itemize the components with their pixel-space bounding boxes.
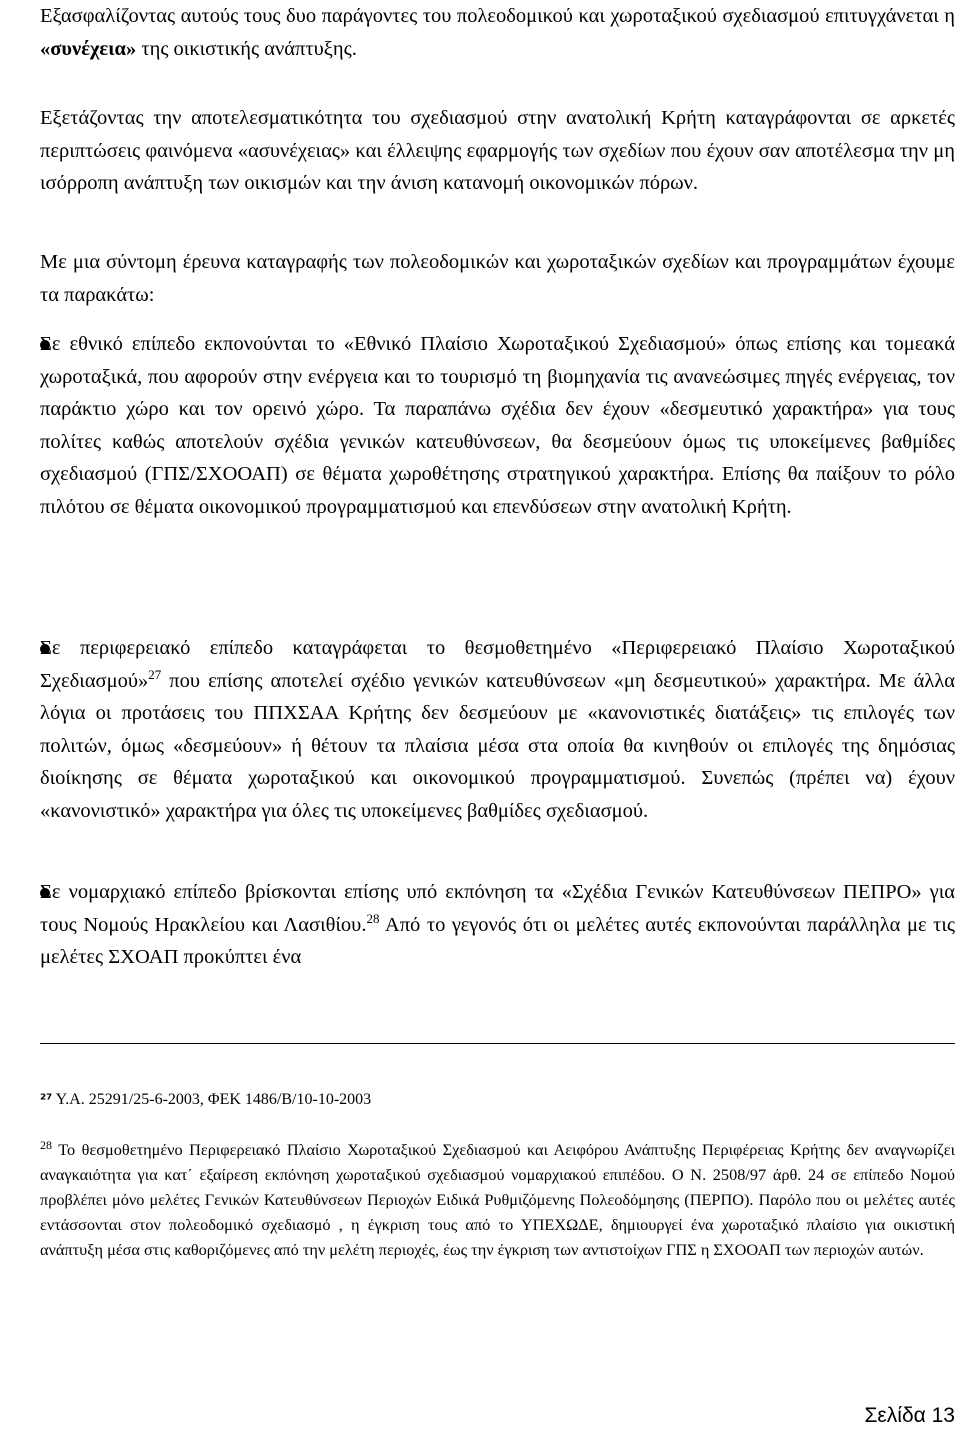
intro-text-part2: της οικιστικής ανάπτυξης. xyxy=(136,37,357,60)
page-number: Σελίδα 13 xyxy=(864,1404,955,1427)
bullet-prefectural-text xyxy=(40,876,955,974)
bullet-national-content: Σε εθνικό επίπεδο εκπονούνται το «Εθνικό Πλαίσιο Χωροταξικού Σχεδιασμού» όπως επίσης και τομεακά χωροταξικά, που αφορούν στην ενέργεια και το τουρισμό τη βιομηχανία τις ανανεώσιμες πηγές ενέργειας, τον παράκτιο χώρο και τον ορεινό χώρο. Τα παραπάνω σχέδια δεν έχουν «δεσμευτικό χαρακτήρα» για τους πολίτες καθώς αποτελούν σχέδια γενικών κατευθύνσεων, θα δεσμεύουν όμως τις υποκείμενες βαθμίδες σχεδιασμού (ΓΠΣ/ΣΧΟΟΑΠ) σε θέματα χωροθέτησης στρατηγικού χαρακτήρα. Επίσης θα παίξουν το ρόλο πιλότου σε θέματα οικονομικού προγραμματισμού και επενδύσεων στην ανατολική Κρήτη. xyxy=(40,333,955,518)
intro-text-part1: Εξασφαλίζοντας αυτούς τους δυο παράγοντες του πολεοδομικού και χωροταξικού σχεδιασμού επιτυγχάνεται η xyxy=(40,5,955,27)
bullet-text-wrapper xyxy=(40,632,955,827)
bullet-regional-text xyxy=(40,632,955,827)
footnote-27-text: Υ.Α. 25291/25-6-2003, ΦΕΚ 1486/Β/10-10-2003 xyxy=(52,1091,372,1108)
document-page xyxy=(40,0,955,1440)
footnote-28-text: Το θεσμοθετημένο Περιφερειακό Πλαίσιο Χωροταξικού Σχεδιασμού και Αειφόρου Ανάπτυξης Περιφέρειας Κρήτης δεν αναγνωρίζει αναγκαιότητα για κατ΄ εξαίρεση εκπόνηση χωροταξικού σχεδιασμού νομαρχιακού επιπέδου. Ο Ν. 2508/97 άρθ. 24 σε επίπεδο Νομού προβλέπει μόνο μελέτες Γενικών Κατευθύνσεων Περιοχών Ειδικά Ρυθμιζόμενης Πολεοδόμησης (ΠΕΡΠΟ). Παρόλο που οι μελέτες αυτές εντάσσονται στον πολεοδομικό σχεδιασμό , η έγκριση τους από το ΥΠΕΧΩΔΕ, δημιουργεί ένα χωροταξικό πλαίσιο για οικιστική ανάπτυξη μέσα στις καθοριζόμενες από την μελέτη περιοχές, έως την έγκριση των αντιστοίχων ΓΠΣ η ΣΧΟΟΑΠ των περιοχών αυτών. xyxy=(40,1140,955,1259)
footnote-28-mark: 28 xyxy=(40,1138,52,1152)
intro-paragraph xyxy=(40,0,955,65)
bullet-regional-content-b: που επίσης αποτελεί σχέδιο γενικών κατευθύνσεων «μη δεσμευτικού» χαρακτήρα. Με άλλα λόγια οι προτάσεις του ΠΠΧΣΑΑ Κρήτης δεν δεσμεύουν με «κανονιστικές διατάξεις» τις επιλογές των πολιτών, όμως «δεσμεύουν» ή θέτουν τα πλαίσια μέσα στα οποία θα κινηθούν οι επιλογές της δημόσιας διοίκησης σε θέματα χωροταξικού και οικονομικού προγραμματισμού. Συνεπώς (πρέπει να) έχουν «κανονιστικό» χαρακτήρα για όλες τις υποκείμενες βαθμίδες σχεδιασμού. xyxy=(40,669,955,822)
paragraph-effectiveness: Εξετάζοντας την αποτελεσματικότητα του σχεδιασμού στην ανατολική Κρήτη καταγράφονται σε αρκετές περιπτώσεις φαινόμενα «ασυνέχειας» και έλλειψης εφαρμογής των σχεδίων που έχουν σαν αποτέλεσμα την μη ισόρροπη ανάπτυξη των οικισμών και την άνιση κατανομή οικονομικών πόρων. xyxy=(40,107,955,194)
footnote-separator xyxy=(40,1043,955,1044)
bullet-prefectural-content-a: Σε νομαρχιακό επίπεδο βρίσκονται επίσης υπό εκπόνηση τα «Σχέδια Γενικών Κατευθύνσεων ΠΕΠΡΟ» για τους Νομούς Ηρακλείου και Λασιθίου. xyxy=(40,881,955,936)
bullet-text-wrapper xyxy=(40,876,955,974)
footnote-27 xyxy=(40,1088,955,1112)
footnote-ref-28[interactable]: 28 xyxy=(366,910,380,926)
bullet-text-wrapper xyxy=(40,328,955,523)
bullet-national-text xyxy=(40,328,955,523)
bullet-prefectural-content-b: Από το γεγονός ότι οι μελέτες αυτές εκπονούνται παράλληλα με τις μελέτες ΣΧΟΑΠ προκύπτει ένα xyxy=(40,913,955,968)
intro-bold-term: «συνέχεια» xyxy=(40,37,137,60)
footnote-28 xyxy=(40,1137,955,1262)
footnote-27-mark: ²⁷ xyxy=(40,1092,53,1108)
bullet-regional-content-a: Σε περιφερειακό επίπεδο καταγράφεται το θεσμοθετημένο «Περιφερειακό Πλαίσιο Χωροταξικού Σχεδιασμού» xyxy=(40,637,955,692)
footnote-ref-27[interactable]: 27 xyxy=(148,666,162,682)
paragraph-survey: Με μια σύντομη έρευνα καταγραφής των πολεοδομικών και χωροταξικών σχεδίων και προγραμμάτων έχουμε τα παρακάτω: xyxy=(40,251,955,306)
